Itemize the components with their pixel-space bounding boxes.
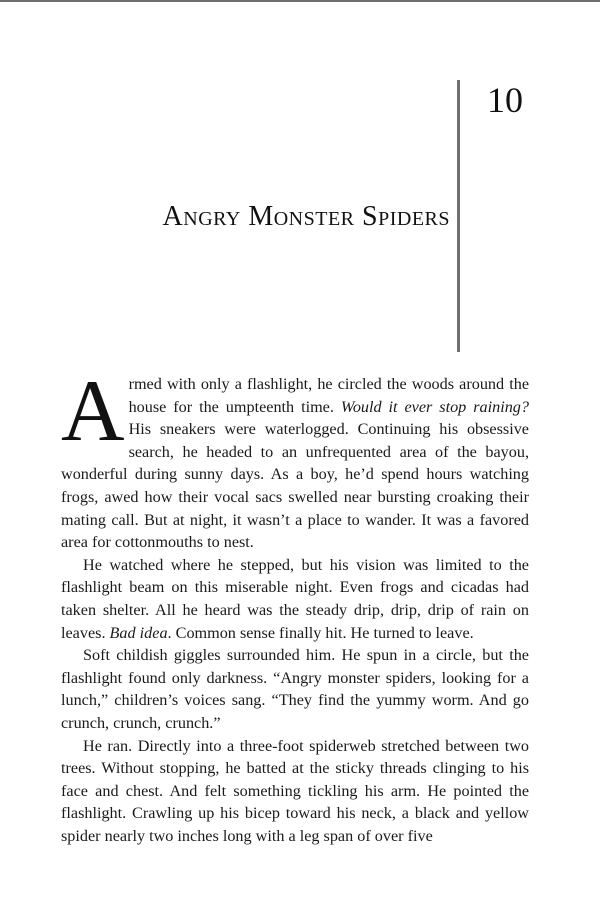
paragraph-1-text-b: His sneakers were waterlogged. Continuing his obsessive search, he headed to an unfrequented area of the bayou, wonderful during sunny days. As a boy, he’d spend hours watching frogs, awed how their vocal sacs swelled near bursting croaking their mating call. But at night, it wasn’t a place to wander. It was a favored area for cottonmouths to nest. [61, 420, 529, 552]
paragraph-1-italic: Would it ever stop raining? [340, 397, 529, 416]
paragraph-3: Soft childish giggles surrounded him. He spun in a circle, but the flashlight found only darkness. “Angry monster spiders, looking for a lunch,” children’s voices sang. “They find the yummy worm. And go crunch, crunch, crunch.” [61, 646, 529, 732]
chapter-body [61, 363, 529, 847]
paragraph-2 [61, 554, 529, 644]
top-border-line [0, 0, 600, 2]
chapter-number: 10 [487, 80, 523, 120]
drop-cap: A [61, 363, 125, 460]
chapter-title: Angry Monster Spiders [162, 201, 450, 232]
paragraph-2-italic: Bad idea [109, 623, 168, 642]
paragraph-4: He ran. Directly into a three-foot spiderweb stretched between two trees. Without stopping, he batted at the sticky threads clinging to his face and chest. And felt something tickling his arm. He pointed the flashlight. Crawling up his bicep toward his neck, a black and yellow spider nearly two inches long with a leg span of over five [61, 736, 529, 845]
paragraph-1 [61, 363, 529, 554]
chapter-divider-rule [457, 80, 460, 352]
paragraph-1-text-a: rmed with only a flashlight, he circled the woods around the house for the umpteenth time. [128, 375, 529, 416]
paragraph-2-text-a: He watched where he stepped, but his vision was limited to the flashlight beam on this miserable night. Even frogs and cicadas had taken shelter. All he heard was the steady drip, drip, drip of rain on leaves. [61, 555, 529, 642]
paragraph-2-text-b: . Common sense finally hit. He turned to leave. [167, 623, 474, 642]
